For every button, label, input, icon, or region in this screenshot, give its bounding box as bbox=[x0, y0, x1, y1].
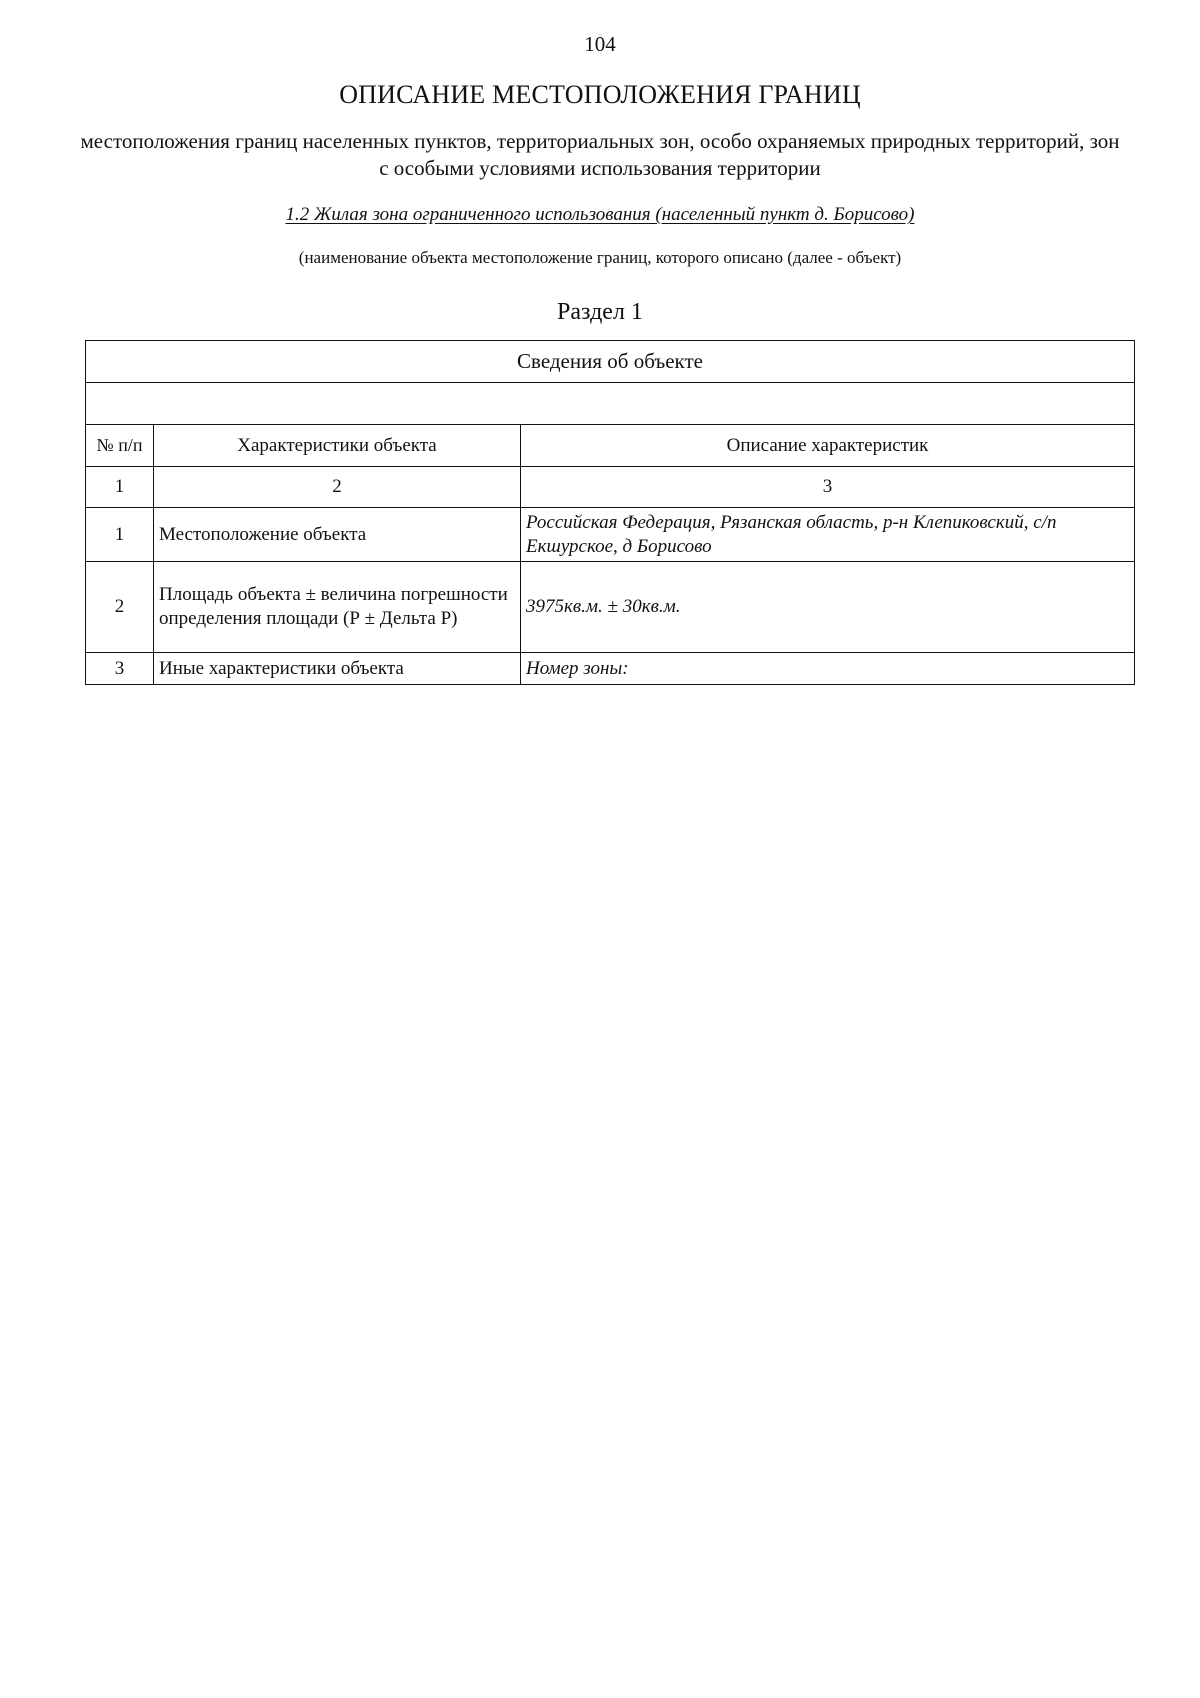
table-title-row bbox=[86, 341, 1135, 383]
table-row bbox=[86, 562, 1135, 653]
column-number: 2 bbox=[154, 467, 521, 508]
header-description: Описание характеристик bbox=[521, 425, 1135, 467]
row-number: 3 bbox=[86, 653, 154, 685]
object-info-table bbox=[85, 340, 1135, 685]
table-empty-row bbox=[86, 383, 1135, 425]
row-description: Номер зоны: bbox=[521, 653, 1135, 685]
column-number: 1 bbox=[86, 467, 154, 508]
object-name: 1.2 Жилая зона ограниченного использования (населенный пункт д. Борисово) bbox=[285, 204, 915, 225]
table-title: Сведения об объекте bbox=[86, 341, 1135, 383]
table-row bbox=[86, 653, 1135, 685]
header-number: № п/п bbox=[86, 425, 154, 467]
header-characteristic: Характеристики объекта bbox=[154, 425, 521, 467]
object-name-line bbox=[0, 204, 1200, 226]
page-number: 104 bbox=[584, 32, 616, 56]
row-characteristic: Площадь объекта ± величина погрешности определения площади (Р ± Дельта Р) bbox=[154, 562, 521, 653]
document-title: ОПИСАНИЕ МЕСТОПОЛОЖЕНИЯ ГРАНИЦ bbox=[339, 80, 861, 109]
table-column-number-row bbox=[86, 467, 1135, 508]
table-row bbox=[86, 508, 1135, 562]
row-characteristic: Иные характеристики объекта bbox=[154, 653, 521, 685]
row-description: Российская Федерация, Рязанская область, р-н Клепиковский, с/п Екшурское, д Борисово bbox=[521, 508, 1135, 562]
row-number: 1 bbox=[86, 508, 154, 562]
table-header-row bbox=[86, 425, 1135, 467]
object-name-caption: (наименование объекта местоположение границ, которого описано (далее - объект) bbox=[298, 248, 902, 267]
column-number: 3 bbox=[521, 467, 1135, 508]
row-description: 3975кв.м. ± 30кв.м. bbox=[521, 562, 1135, 653]
row-characteristic: Местоположение объекта bbox=[154, 508, 521, 562]
section-heading: Раздел 1 bbox=[557, 299, 643, 325]
table-empty-cell bbox=[86, 383, 1135, 425]
document-subtitle: местоположения границ населенных пунктов, территориальных зон, особо охраняемых природных территорий, зон с особыми условиями использования территории bbox=[80, 129, 1120, 180]
row-number: 2 bbox=[86, 562, 154, 653]
